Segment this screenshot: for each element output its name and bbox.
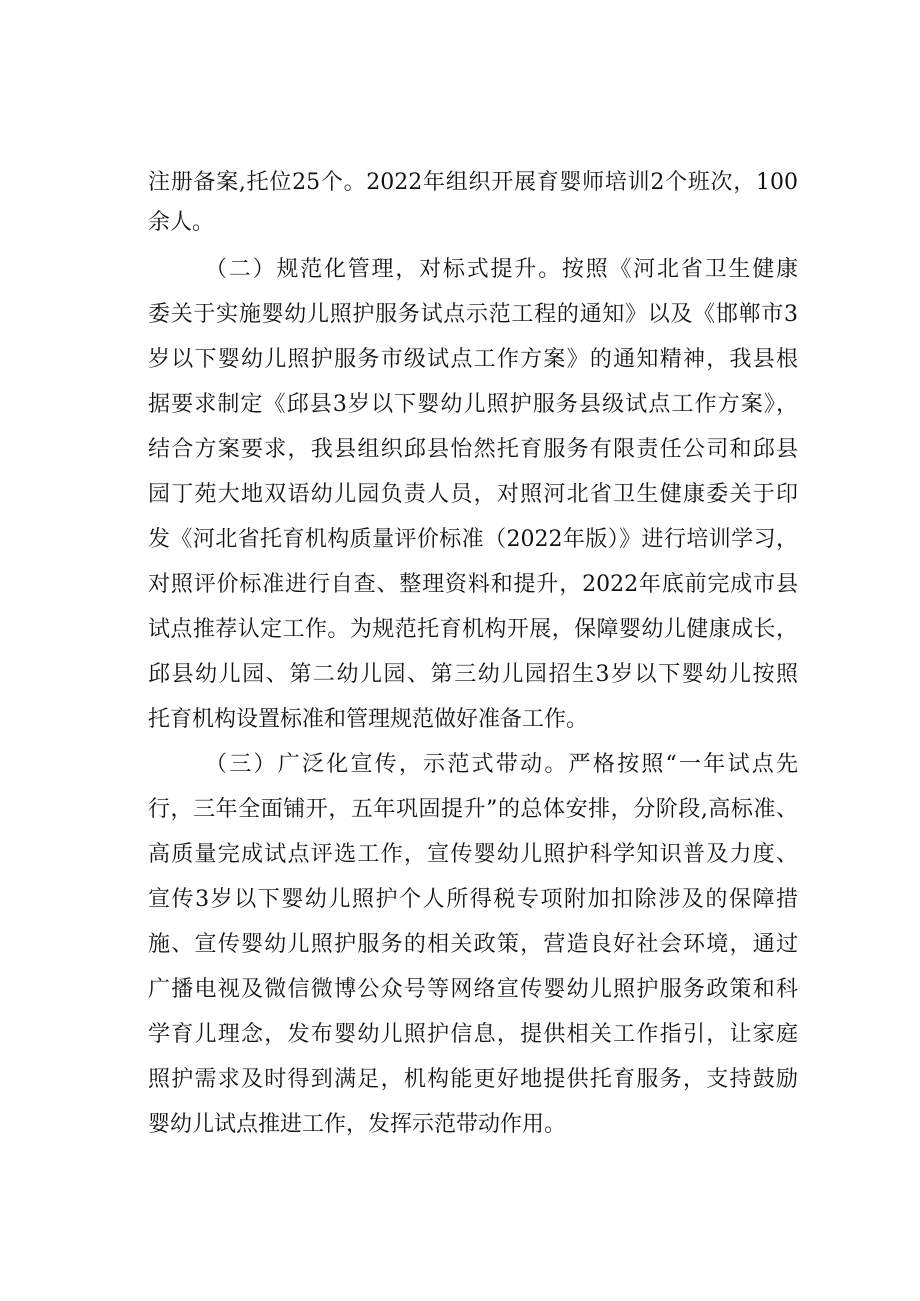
paragraph-2-line-4: 据要求制定《邱县3岁以下婴幼儿照护服务县级试点工作方案》， <box>148 392 798 417</box>
paragraph-1-line-2: 余人。 <box>148 210 215 235</box>
paragraph-3-line-3: 高质量完成试点评选工作，宣传婴幼儿照护科学知识普及力度、 <box>148 842 798 867</box>
paragraph-2-line-6: 园丁苑大地双语幼儿园负责人员，对照河北省卫生健康委关于印 <box>148 482 798 507</box>
paragraph-3-line-7: 学育儿理念，发布婴幼儿照护信息，提供相关工作指引，让家庭 <box>148 1022 798 1047</box>
paragraph-2-line-8: 对照评价标准进行自查、整理资料和提升，2022年底前完成市县 <box>148 572 798 597</box>
paragraph-2-line-11: 托育机构设置标准和管理规范做好准备工作。 <box>148 707 589 732</box>
paragraph-3-line-2: 行，三年全面铺开，五年巩固提升”的总体安排，分阶段,高标准、 <box>148 797 798 822</box>
paragraph-3-line-9: 婴幼儿试点推进工作，发挥示范带动作用。 <box>148 1112 567 1137</box>
paragraph-2-line-5: 结合方案要求，我县组织邱县怡然托育服务有限责任公司和邱县 <box>148 437 798 462</box>
paragraph-2-line-9: 试点推荐认定工作。为规范托育机构开展，保障婴幼儿健康成长， <box>148 617 798 642</box>
paragraph-1-line-1: 注册备案,托位25个。2022年组织开展育婴师培训2个班次，100 <box>148 170 798 195</box>
paragraph-3-line-8: 照护需求及时得到满足，机构能更好地提供托育服务，支持鼓励 <box>148 1067 798 1092</box>
paragraph-3-line-6: 广播电视及微信微博公众号等网络宣传婴幼儿照护服务政策和科 <box>148 977 798 1002</box>
paragraph-2-line-2: 委关于实施婴幼儿照护服务试点示范工程的通知》以及《邯郸市3 <box>148 302 798 327</box>
paragraph-2-line-7: 发《河北省托育机构质量评价标准（2022年版）》进行培训学习， <box>148 527 798 552</box>
paragraph-3-line-4: 宣传3岁以下婴幼儿照护个人所得税专项附加扣除涉及的保障措 <box>148 887 798 912</box>
paragraph-3-line-5: 施、宣传婴幼儿照护服务的相关政策，营造良好社会环境，通过 <box>148 932 798 957</box>
paragraph-2-line-3: 岁以下婴幼儿照护服务市级试点工作方案》的通知精神，我县根 <box>148 347 798 372</box>
paragraph-2-line-1: （二）规范化管理，对标式提升。按照《河北省卫生健康 <box>205 257 798 282</box>
paragraph-3-line-1: （三）广泛化宣传，示范式带动。严格按照“一年试点先 <box>205 752 798 777</box>
paragraph-2-line-10: 邱县幼儿园、第二幼儿园、第三幼儿园招生3岁以下婴幼儿按照 <box>148 662 798 687</box>
